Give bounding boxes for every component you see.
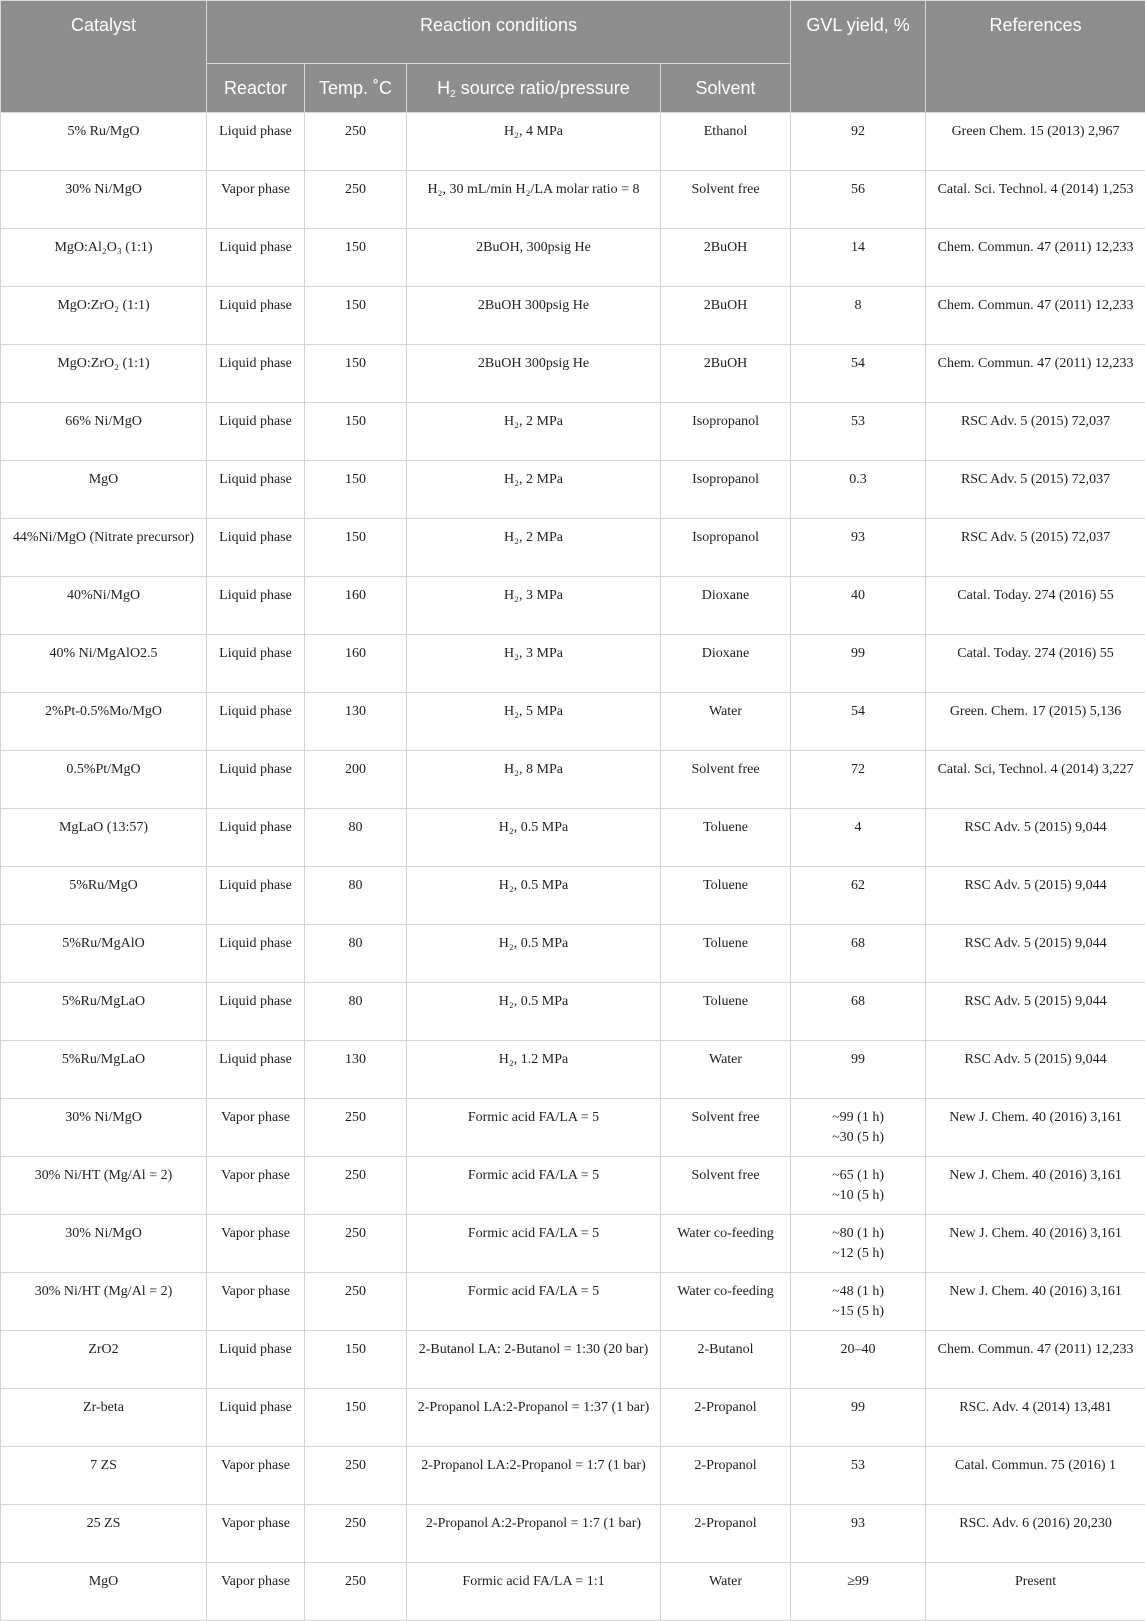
cell-temp: 80 xyxy=(305,983,407,1041)
cell-temp: 150 xyxy=(305,519,407,577)
cell-temp: 250 xyxy=(305,1157,407,1215)
cell-reference: RSC Adv. 5 (2015) 9,044 xyxy=(926,1041,1145,1099)
header-h2-source xyxy=(407,64,661,113)
cell-catalyst: 30% Ni/MgO xyxy=(1,1215,207,1273)
table-row xyxy=(1,345,1145,403)
cell-reference: RSC Adv. 5 (2015) 72,037 xyxy=(926,519,1145,577)
cell-catalyst: MgO xyxy=(1,1563,207,1621)
cell-catalyst: MgO:ZrO₂ (1:1) xyxy=(1,345,207,403)
cell-temp: 150 xyxy=(305,403,407,461)
cell-gvl-yield: 20–40 xyxy=(791,1331,926,1389)
cell-temp: 150 xyxy=(305,461,407,519)
cell-catalyst: 30% Ni/MgO xyxy=(1,1099,207,1157)
cell-h2-source: Formic acid FA/LA = 5 xyxy=(407,1215,661,1273)
cell-gvl-yield: 53 xyxy=(791,1447,926,1505)
cell-gvl-yield: 68 xyxy=(791,983,926,1041)
cell-h2-source: H₂, 2 MPa xyxy=(407,519,661,577)
table-row xyxy=(1,171,1145,229)
table-row xyxy=(1,1099,1145,1157)
cell-gvl-yield: 93 xyxy=(791,1505,926,1563)
cell-catalyst: 25 ZS xyxy=(1,1505,207,1563)
cell-gvl-yield: 0.3 xyxy=(791,461,926,519)
table-row xyxy=(1,403,1145,461)
cell-solvent: 2-Propanol xyxy=(661,1447,791,1505)
cell-solvent: Toluene xyxy=(661,809,791,867)
cell-h2-source: 2-Propanol LA:2-Propanol = 1:7 (1 bar) xyxy=(407,1447,661,1505)
header-catalyst: Catalyst xyxy=(1,1,207,113)
cell-gvl-yield: 68 xyxy=(791,925,926,983)
cell-h2-source: Formic acid FA/LA = 5 xyxy=(407,1099,661,1157)
cell-gvl-yield: 40 xyxy=(791,577,926,635)
cell-reference: Catal. Today. 274 (2016) 55 xyxy=(926,635,1145,693)
cell-h2-source: H₂, 2 MPa xyxy=(407,403,661,461)
header-temp: Temp. ˚C xyxy=(305,64,407,113)
cell-reactor: Vapor phase xyxy=(207,1505,305,1563)
cell-temp: 250 xyxy=(305,1447,407,1505)
cell-h2-source: 2BuOH 300psig He xyxy=(407,345,661,403)
cell-reference: New J. Chem. 40 (2016) 3,161 xyxy=(926,1157,1145,1215)
cell-catalyst: 5% Ru/MgO xyxy=(1,113,207,171)
cell-catalyst: ZrO2 xyxy=(1,1331,207,1389)
table-row xyxy=(1,287,1145,345)
cell-gvl-yield: 72 xyxy=(791,751,926,809)
cell-reference: RSC Adv. 5 (2015) 72,037 xyxy=(926,403,1145,461)
cell-h2-source: 2-Propanol LA:2-Propanol = 1:37 (1 bar) xyxy=(407,1389,661,1447)
cell-solvent: Solvent free xyxy=(661,1099,791,1157)
cell-solvent: 2BuOH xyxy=(661,345,791,403)
cell-gvl-yield: 56 xyxy=(791,171,926,229)
cell-solvent: Dioxane xyxy=(661,577,791,635)
cell-reactor: Vapor phase xyxy=(207,171,305,229)
cell-gvl-yield: 14 xyxy=(791,229,926,287)
cell-solvent: 2-Propanol xyxy=(661,1505,791,1563)
cell-h2-source: H₂, 3 MPa xyxy=(407,635,661,693)
cell-solvent: Isopropanol xyxy=(661,519,791,577)
cell-reference: Catal. Sci. Technol. 4 (2014) 1,253 xyxy=(926,171,1145,229)
cell-reference: Chem. Commun. 47 (2011) 12,233 xyxy=(926,1331,1145,1389)
cell-h2-source: H₂, 3 MPa xyxy=(407,577,661,635)
cell-solvent: Water xyxy=(661,1563,791,1621)
cell-reference: New J. Chem. 40 (2016) 3,161 xyxy=(926,1273,1145,1331)
cell-reactor: Vapor phase xyxy=(207,1273,305,1331)
table-row xyxy=(1,925,1145,983)
cell-h2-source: 2BuOH, 300psig He xyxy=(407,229,661,287)
cell-reactor: Liquid phase xyxy=(207,1041,305,1099)
cell-reactor: Liquid phase xyxy=(207,635,305,693)
table-row xyxy=(1,577,1145,635)
table-row xyxy=(1,1215,1145,1273)
cell-temp: 250 xyxy=(305,113,407,171)
cell-catalyst: 5%Ru/MgLaO xyxy=(1,1041,207,1099)
cell-solvent: Water co-feeding xyxy=(661,1273,791,1331)
cell-h2-source: H₂, 0.5 MPa xyxy=(407,867,661,925)
cell-reference: Catal. Today. 274 (2016) 55 xyxy=(926,577,1145,635)
cell-h2-source: Formic acid FA/LA = 5 xyxy=(407,1273,661,1331)
table-row xyxy=(1,1331,1145,1389)
header-h2-source-post: source ratio/pressure xyxy=(456,78,630,98)
table-row xyxy=(1,1563,1145,1621)
header-reaction-conditions: Reaction conditions xyxy=(207,1,791,64)
cell-catalyst: 40% Ni/MgAlO2.5 xyxy=(1,635,207,693)
table-row xyxy=(1,693,1145,751)
cell-catalyst: 66% Ni/MgO xyxy=(1,403,207,461)
cell-reactor: Liquid phase xyxy=(207,867,305,925)
cell-gvl-yield: 54 xyxy=(791,345,926,403)
cell-reference: Green Chem. 15 (2013) 2,967 xyxy=(926,113,1145,171)
table-row xyxy=(1,229,1145,287)
cell-temp: 130 xyxy=(305,1041,407,1099)
cell-reference: Catal. Commun. 75 (2016) 1 xyxy=(926,1447,1145,1505)
cell-gvl-yield: 4 xyxy=(791,809,926,867)
cell-temp: 250 xyxy=(305,1215,407,1273)
cell-solvent: 2BuOH xyxy=(661,229,791,287)
cell-gvl-yield: ~99 (1 h) ~30 (5 h) xyxy=(791,1099,926,1157)
cell-gvl-yield: 99 xyxy=(791,1389,926,1447)
table-row xyxy=(1,1505,1145,1563)
cell-catalyst: 44%Ni/MgO (Nitrate precursor) xyxy=(1,519,207,577)
cell-reactor: Vapor phase xyxy=(207,1447,305,1505)
cell-h2-source: H₂, 0.5 MPa xyxy=(407,809,661,867)
cell-catalyst: 5%Ru/MgAlO xyxy=(1,925,207,983)
cell-temp: 250 xyxy=(305,171,407,229)
cell-reference: RSC Adv. 5 (2015) 9,044 xyxy=(926,867,1145,925)
cell-solvent: Water co-feeding xyxy=(661,1215,791,1273)
cell-temp: 150 xyxy=(305,287,407,345)
cell-reference: Chem. Commun. 47 (2011) 12,233 xyxy=(926,287,1145,345)
cell-solvent: Dioxane xyxy=(661,635,791,693)
cell-h2-source: H₂, 2 MPa xyxy=(407,461,661,519)
header-solvent: Solvent xyxy=(661,64,791,113)
table-row xyxy=(1,461,1145,519)
cell-reference: Catal. Sci, Technol. 4 (2014) 3,227 xyxy=(926,751,1145,809)
table-row xyxy=(1,983,1145,1041)
cell-solvent: 2-Butanol xyxy=(661,1331,791,1389)
cell-solvent: 2BuOH xyxy=(661,287,791,345)
header-h2-source-pre: H xyxy=(437,78,450,98)
cell-reference: Chem. Commun. 47 (2011) 12,233 xyxy=(926,345,1145,403)
cell-temp: 80 xyxy=(305,925,407,983)
cell-reactor: Liquid phase xyxy=(207,925,305,983)
cell-gvl-yield: 93 xyxy=(791,519,926,577)
table-row xyxy=(1,519,1145,577)
cell-reactor: Liquid phase xyxy=(207,1389,305,1447)
cell-catalyst: MgO:ZrO₂ (1:1) xyxy=(1,287,207,345)
cell-reference: Green. Chem. 17 (2015) 5,136 xyxy=(926,693,1145,751)
cell-gvl-yield: ≥99 xyxy=(791,1563,926,1621)
cell-reactor: Liquid phase xyxy=(207,345,305,403)
cell-gvl-yield: 53 xyxy=(791,403,926,461)
cell-reactor: Liquid phase xyxy=(207,751,305,809)
table-row xyxy=(1,1389,1145,1447)
cell-gvl-yield: ~65 (1 h) ~10 (5 h) xyxy=(791,1157,926,1215)
cell-temp: 250 xyxy=(305,1505,407,1563)
cell-catalyst: 30% Ni/HT (Mg/Al = 2) xyxy=(1,1157,207,1215)
cell-gvl-yield: 99 xyxy=(791,1041,926,1099)
cell-catalyst: 40%Ni/MgO xyxy=(1,577,207,635)
header-reactor: Reactor xyxy=(207,64,305,113)
header-gvl-yield: GVL yield, % xyxy=(791,1,926,113)
cell-catalyst: 7 ZS xyxy=(1,1447,207,1505)
header-references: References xyxy=(926,1,1145,113)
cell-temp: 130 xyxy=(305,693,407,751)
cell-reactor: Liquid phase xyxy=(207,461,305,519)
cell-solvent: Isopropanol xyxy=(661,403,791,461)
cell-reactor: Vapor phase xyxy=(207,1099,305,1157)
cell-catalyst: MgLaO (13:57) xyxy=(1,809,207,867)
cell-reactor: Liquid phase xyxy=(207,983,305,1041)
cell-reference: RSC Adv. 5 (2015) 72,037 xyxy=(926,461,1145,519)
cell-solvent: Isopropanol xyxy=(661,461,791,519)
cell-temp: 150 xyxy=(305,229,407,287)
cell-reference: Chem. Commun. 47 (2011) 12,233 xyxy=(926,229,1145,287)
cell-reference: New J. Chem. 40 (2016) 3,161 xyxy=(926,1099,1145,1157)
cell-temp: 160 xyxy=(305,577,407,635)
table-row xyxy=(1,1447,1145,1505)
cell-gvl-yield: 99 xyxy=(791,635,926,693)
cell-solvent: Solvent free xyxy=(661,171,791,229)
cell-solvent: Water xyxy=(661,1041,791,1099)
cell-solvent: Toluene xyxy=(661,867,791,925)
cell-solvent: 2-Propanol xyxy=(661,1389,791,1447)
cell-catalyst: 30% Ni/HT (Mg/Al = 2) xyxy=(1,1273,207,1331)
cell-h2-source: H₂, 0.5 MPa xyxy=(407,983,661,1041)
cell-h2-source: Formic acid FA/LA = 1:1 xyxy=(407,1563,661,1621)
cell-gvl-yield: ~80 (1 h) ~12 (5 h) xyxy=(791,1215,926,1273)
cell-reactor: Liquid phase xyxy=(207,229,305,287)
cell-reactor: Liquid phase xyxy=(207,1331,305,1389)
cell-gvl-yield: 92 xyxy=(791,113,926,171)
cell-temp: 80 xyxy=(305,867,407,925)
table-row xyxy=(1,1041,1145,1099)
cell-catalyst: 5%Ru/MgLaO xyxy=(1,983,207,1041)
table-row xyxy=(1,751,1145,809)
table-row xyxy=(1,113,1145,171)
cell-catalyst: 30% Ni/MgO xyxy=(1,171,207,229)
cell-reactor: Liquid phase xyxy=(207,519,305,577)
cell-gvl-yield: 62 xyxy=(791,867,926,925)
header-h2-source-sub: 2 xyxy=(450,89,456,100)
table-row xyxy=(1,635,1145,693)
table-row xyxy=(1,1273,1145,1331)
table-body xyxy=(1,113,1145,1621)
cell-solvent: Toluene xyxy=(661,983,791,1041)
cell-catalyst: 0.5%Pt/MgO xyxy=(1,751,207,809)
cell-catalyst: Zr-beta xyxy=(1,1389,207,1447)
cell-reference: RSC Adv. 5 (2015) 9,044 xyxy=(926,809,1145,867)
cell-reactor: Vapor phase xyxy=(207,1563,305,1621)
cell-reactor: Vapor phase xyxy=(207,1215,305,1273)
cell-reactor: Liquid phase xyxy=(207,287,305,345)
cell-catalyst: MgO xyxy=(1,461,207,519)
cell-catalyst: 5%Ru/MgO xyxy=(1,867,207,925)
table-header xyxy=(1,1,1145,113)
cell-gvl-yield: 54 xyxy=(791,693,926,751)
cell-reactor: Liquid phase xyxy=(207,693,305,751)
cell-h2-source: H₂, 0.5 MPa xyxy=(407,925,661,983)
cell-gvl-yield: ~48 (1 h) ~15 (5 h) xyxy=(791,1273,926,1331)
cell-h2-source: Formic acid FA/LA = 5 xyxy=(407,1157,661,1215)
cell-solvent: Solvent free xyxy=(661,751,791,809)
cell-temp: 250 xyxy=(305,1099,407,1157)
cell-reference: New J. Chem. 40 (2016) 3,161 xyxy=(926,1215,1145,1273)
cell-temp: 250 xyxy=(305,1563,407,1621)
cell-solvent: Toluene xyxy=(661,925,791,983)
cell-reference: RSC Adv. 5 (2015) 9,044 xyxy=(926,983,1145,1041)
table-row xyxy=(1,867,1145,925)
cell-h2-source: H₂, 8 MPa xyxy=(407,751,661,809)
cell-reactor: Vapor phase xyxy=(207,1157,305,1215)
cell-reactor: Liquid phase xyxy=(207,113,305,171)
cell-h2-source: H₂, 1.2 MPa xyxy=(407,1041,661,1099)
cell-catalyst: 2%Pt-0.5%Mo/MgO xyxy=(1,693,207,751)
cell-h2-source: H₂, 4 MPa xyxy=(407,113,661,171)
cell-catalyst: MgO:Al₂O₃ (1:1) xyxy=(1,229,207,287)
table-row xyxy=(1,1157,1145,1215)
cell-reactor: Liquid phase xyxy=(207,403,305,461)
cell-reactor: Liquid phase xyxy=(207,577,305,635)
cell-gvl-yield: 8 xyxy=(791,287,926,345)
cell-h2-source: H₂, 5 MPa xyxy=(407,693,661,751)
cell-solvent: Solvent free xyxy=(661,1157,791,1215)
cell-temp: 160 xyxy=(305,635,407,693)
cell-solvent: Water xyxy=(661,693,791,751)
cell-h2-source: 2BuOH 300psig He xyxy=(407,287,661,345)
cell-h2-source: H₂, 30 mL/min H₂/LA molar ratio = 8 xyxy=(407,171,661,229)
cell-h2-source: 2-Butanol LA: 2-Butanol = 1:30 (20 bar) xyxy=(407,1331,661,1389)
table-row xyxy=(1,809,1145,867)
cell-reference: Present xyxy=(926,1563,1145,1621)
cell-reference: RSC. Adv. 6 (2016) 20,230 xyxy=(926,1505,1145,1563)
cell-temp: 150 xyxy=(305,345,407,403)
cell-temp: 150 xyxy=(305,1331,407,1389)
cell-reference: RSC. Adv. 4 (2014) 13,481 xyxy=(926,1389,1145,1447)
cell-solvent: Ethanol xyxy=(661,113,791,171)
cell-h2-source: 2-Propanol A:2-Propanol = 1:7 (1 bar) xyxy=(407,1505,661,1563)
cell-temp: 200 xyxy=(305,751,407,809)
cell-temp: 150 xyxy=(305,1389,407,1447)
cell-temp: 250 xyxy=(305,1273,407,1331)
cell-reactor: Liquid phase xyxy=(207,809,305,867)
cell-reference: RSC Adv. 5 (2015) 9,044 xyxy=(926,925,1145,983)
cell-temp: 80 xyxy=(305,809,407,867)
